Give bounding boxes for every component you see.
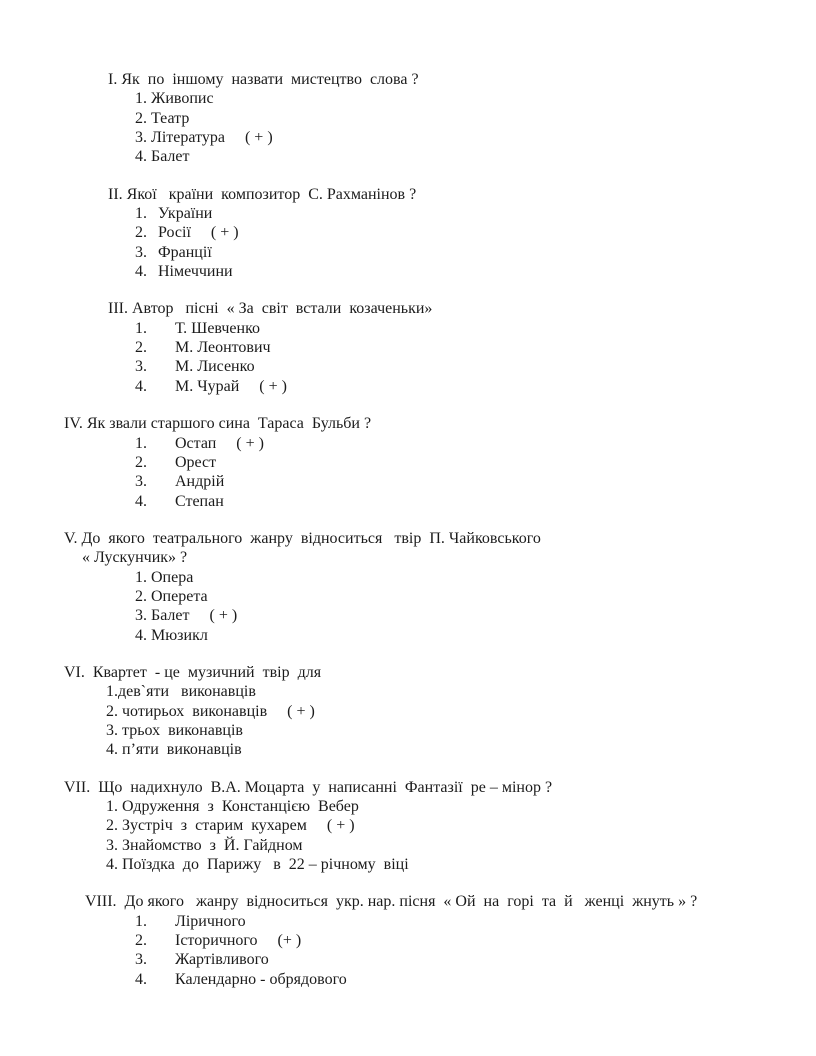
option-number: 4. [135, 492, 147, 510]
option-number: 3. [106, 836, 118, 854]
answer-option [106, 740, 816, 759]
option-text: трьох виконавців [122, 721, 243, 739]
answer-option [106, 682, 816, 701]
answer-option [135, 357, 816, 376]
option-number: 3. [135, 243, 147, 261]
correct-answer-mark: ( + ) [326, 817, 355, 835]
option-text: дев`яти виконавців [118, 683, 256, 701]
option-text: М. Лисенко [175, 358, 255, 376]
question-text: VII. Що надихнуло В.А. Моцарта у написанні Фантазії ре – мінор ? [64, 778, 553, 796]
option-text: Орест [175, 453, 217, 471]
option-text: Оперета [151, 587, 208, 605]
option-number: 4. [135, 970, 147, 988]
option-text: Календарно - обрядового [175, 970, 347, 988]
answer-option [135, 338, 816, 357]
answer-option [135, 568, 816, 587]
option-number: 1. [135, 319, 147, 337]
question-text: V. До якого театрального жанру відноситься твір П. Чайковського [64, 529, 541, 547]
option-text: Мюзикл [151, 626, 208, 644]
answer-option [106, 855, 816, 874]
answer-option [135, 606, 816, 625]
answer-option [135, 453, 816, 472]
option-number: 2. [135, 587, 147, 605]
answer-option [135, 147, 816, 166]
option-number: 2. [135, 453, 147, 471]
option-number: 2. [106, 817, 118, 835]
correct-answer-mark: ( + ) [210, 224, 239, 242]
option-number: 3. [135, 473, 147, 491]
option-text: Зустріч з старим кухарем [122, 817, 307, 835]
answer-option [135, 319, 816, 338]
answer-option [106, 836, 816, 855]
option-number: 2. [135, 932, 147, 950]
answer-option [135, 492, 816, 511]
answer-option [135, 912, 816, 931]
option-number: 3. [135, 129, 147, 147]
option-text: Жартівливого [175, 951, 269, 969]
option-number: 4. [135, 377, 147, 395]
question-block-5 [0, 529, 816, 645]
answer-option [135, 377, 816, 396]
correct-answer-mark: ( + ) [236, 434, 264, 452]
correct-answer-mark: ( + ) [259, 377, 287, 395]
answer-option [135, 434, 816, 453]
option-text: Ліричного [175, 912, 246, 930]
question-text: VIII. До якого жанру відноситься укр. нар. пісня « Ой на горі та й женці жнуть » ? [85, 893, 698, 911]
option-text: Степан [175, 492, 224, 510]
question-text: І. Як по іншому назвати мистецтво слова ? [108, 71, 419, 88]
option-text: п’яти виконавців [122, 741, 242, 759]
answer-option [135, 243, 816, 262]
option-number: 4. [106, 856, 118, 874]
question-block-4 [0, 414, 816, 511]
option-text: Остап [175, 434, 217, 452]
option-text: Поїздка до Парижу в 22 – річному віці [122, 856, 409, 874]
answer-option [135, 109, 816, 128]
answer-option [135, 262, 816, 281]
option-number: 1. [135, 912, 147, 930]
answer-option [106, 816, 816, 835]
question-block-7 [0, 778, 816, 875]
option-number: 4. [106, 741, 118, 759]
question-block-3 [0, 299, 816, 396]
question-block-8 [0, 892, 816, 989]
answer-option [135, 204, 816, 223]
option-number: 1. [135, 434, 147, 452]
answer-option [135, 472, 816, 491]
option-text: Історичного [175, 932, 258, 950]
option-number: 2. [135, 224, 147, 242]
question-block-2 [0, 185, 816, 282]
correct-answer-mark: (+ ) [277, 932, 302, 950]
option-text: Опера [151, 568, 194, 586]
option-number: 3. [135, 607, 147, 625]
answer-option [106, 721, 816, 740]
option-text: Т. Шевченко [175, 319, 261, 337]
question-block-1 [0, 70, 816, 167]
option-number: 4. [135, 263, 147, 281]
option-text: чотирьох виконавців [122, 702, 268, 720]
option-number: 1. [135, 90, 147, 108]
answer-option [135, 626, 816, 645]
question-text: ІІ. Якої країни композитор С. Рахманінов ? [108, 185, 417, 203]
correct-answer-mark: ( + ) [244, 129, 273, 147]
option-number: 1. [106, 798, 118, 815]
option-text: Література [151, 129, 225, 147]
option-text: Росії [158, 224, 191, 242]
question-text-line2: « Лускунчик» ? [82, 549, 188, 567]
answer-option [135, 931, 816, 950]
option-number: 1. [135, 205, 147, 223]
question-text: IV. Як звали старшого сина Тараса Бульби ? [64, 415, 372, 433]
answer-option [135, 950, 816, 969]
option-number: 2. [106, 702, 118, 720]
option-text: Знайомство з Й. Гайдном [122, 836, 303, 854]
option-text: Андрій [175, 473, 225, 491]
option-text: Франції [158, 243, 212, 261]
question-block-6 [0, 663, 816, 760]
answer-option [135, 89, 816, 108]
option-text: Балет [151, 607, 190, 625]
option-number: 3. [135, 358, 147, 376]
option-number: 4. [135, 148, 147, 166]
option-number: 2. [135, 109, 147, 127]
answer-option [106, 797, 816, 816]
answer-option [135, 223, 816, 242]
answer-option [106, 702, 816, 721]
option-text: М. Чурай [175, 377, 240, 395]
option-text: України [158, 205, 213, 223]
option-number: 3. [106, 721, 118, 739]
correct-answer-mark: ( + ) [287, 702, 315, 720]
option-text: Одруження з Констанцією Вебер [122, 798, 359, 815]
option-number: 1. [106, 683, 118, 701]
question-text: VI. Квартет - це музичний твір для [64, 663, 322, 681]
option-number: 3. [135, 951, 147, 969]
answer-option [135, 970, 816, 989]
correct-answer-mark: ( + ) [209, 607, 238, 625]
option-text: Балет [151, 148, 190, 166]
option-number: 2. [135, 339, 147, 357]
option-text: Німеччини [158, 263, 233, 281]
option-text: М. Леонтович [175, 339, 271, 357]
option-number: 1. [135, 568, 147, 586]
question-text: ІІІ. Автор пісні « За світ встали козаченьки» [108, 300, 433, 318]
answer-option [135, 587, 816, 606]
option-text: Театр [151, 109, 190, 127]
option-number: 4. [135, 626, 147, 644]
answer-option [135, 128, 816, 147]
option-text: Живопис [151, 90, 214, 108]
